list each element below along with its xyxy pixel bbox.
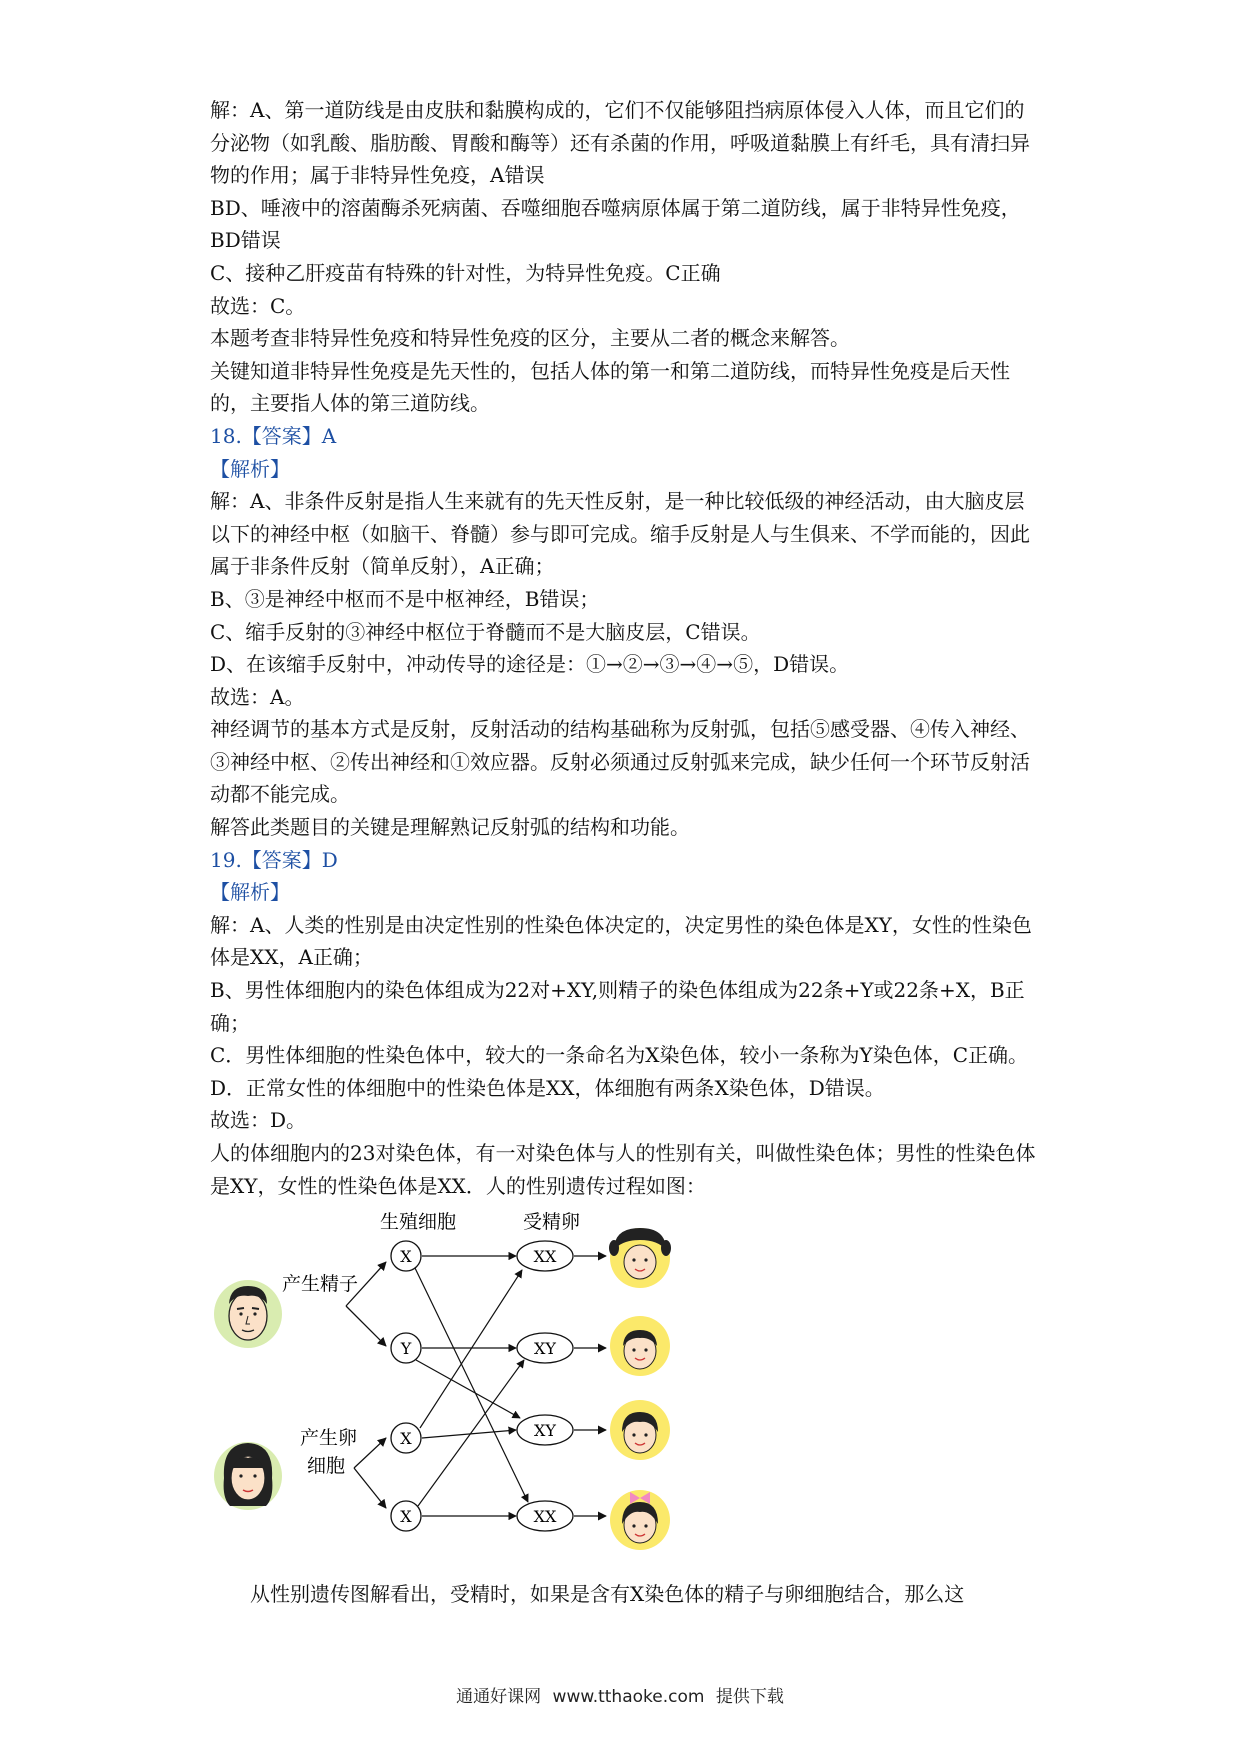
- question-19: [210, 844, 1040, 1203]
- male-label: 产生精子: [282, 1273, 359, 1296]
- paragraph: 故选：D。: [210, 1108, 307, 1133]
- parent-arrows: [346, 1262, 386, 1508]
- paragraph: 人的体细胞内的23对染色体，有一对染色体与人的性别有关，叫做性染色体；男性的性染色体是XY，女性的性染色体是XX．人的性别遗传过程如图：: [210, 1141, 1036, 1198]
- paragraph: 本题考查非特异性免疫和特异性免疫的区分，主要从二者的概念来解答。: [210, 326, 850, 351]
- analysis-heading: 【解析】: [210, 880, 290, 905]
- boy-face-icon: [610, 1400, 670, 1460]
- germ-cell-header: 生殖细胞: [380, 1211, 457, 1234]
- paragraph: C、接种乙肝疫苗有特殊的针对性，为特异性免疫。C正确: [210, 260, 721, 285]
- svg-text:XY: XY: [534, 1339, 556, 1359]
- svg-text:X: X: [400, 1507, 412, 1527]
- sperm-y: [391, 1333, 421, 1363]
- zygote-xx-1: [517, 1241, 573, 1271]
- paragraph: 解：A、人类的性别是由决定性别的性染色体决定的，决定男性的染色体是XY，女性的性染色体是XX，A正确；: [210, 912, 1032, 970]
- paragraph: 解：A、第一道防线是由皮肤和黏膜构成的，它们不仅能够阻挡病原体侵入人体，而且它们的分泌物（如乳酸、脂肪酸、胃酸和酶等）还有杀菌的作用，呼吸道黏膜上有纤毛，具有清扫异物的作用；属于非特异性免疫，A错误: [210, 98, 1030, 188]
- sex-inheritance-diagram: [210, 1206, 750, 1576]
- zygote-xx-2: [517, 1501, 573, 1531]
- mother-face-icon: [214, 1442, 282, 1510]
- svg-text:Y: Y: [400, 1339, 412, 1359]
- document-page: [210, 94, 1040, 1611]
- father-face-icon: [214, 1280, 282, 1348]
- fertilization-arrows: [415, 1256, 528, 1516]
- paragraph: 解：A、非条件反射是指人生来就有的先天性反射，是一种比较低级的神经活动，由大脑皮层以下的神经中枢（如脑干、脊髓）参与即可完成。缩手反射是人与生俱来、不学而能的，因此属于非条件反射（简单反射），A正确；: [210, 489, 1030, 579]
- paragraph: C．男性体细胞的性染色体中，较大的一条命名为X染色体，较小一条称为Y染色体，C正确。: [210, 1043, 1029, 1068]
- child-arrows: [574, 1256, 606, 1516]
- boy-face-icon: [610, 1316, 670, 1376]
- paragraph: 故选：C。: [210, 293, 306, 318]
- footer-url: www.tthaoke.com: [552, 1687, 705, 1707]
- female-label-line1: 产生卵: [300, 1427, 358, 1450]
- paragraph: B、男性体细胞内的染色体组成为22对+XY,则精子的染色体组成为22条+Y或22条+X，B正确；: [210, 978, 1025, 1035]
- egg-x-2: [391, 1501, 421, 1531]
- girl-with-bow-face-icon: [610, 1490, 670, 1550]
- paragraph: C、缩手反射的③神经中枢位于脊髓而不是大脑皮层，C错误。: [210, 619, 761, 644]
- svg-text:XX: XX: [533, 1247, 557, 1267]
- girl-face-icon: [609, 1228, 671, 1288]
- sperm-x: [391, 1241, 421, 1271]
- footer-note: 提供下载: [715, 1687, 784, 1707]
- question-18: [210, 420, 1040, 844]
- zygote-xy-2: [517, 1415, 573, 1445]
- svg-text:XY: XY: [534, 1421, 556, 1441]
- answer-heading: 19.【答案】D: [210, 847, 338, 872]
- footer-site-name: 通通好课网: [456, 1687, 542, 1707]
- paragraph: 神经调节的基本方式是反射，反射活动的结构基础称为反射弧，包括⑤感受器、④传入神经、③神经中枢、②传出神经和①效应器。反射必须通过反射弧来完成，缺少任何一个环节反射活动都不能完成。: [210, 717, 1030, 807]
- answer-heading: 18.【答案】A: [210, 423, 337, 448]
- analysis-heading: 【解析】: [210, 456, 290, 481]
- paragraph: BD、唾液中的溶菌酶杀死病菌、吞噬细胞吞噬病原体属于第二道防线，属于非特异性免疫，BD错误: [210, 195, 1021, 253]
- paragraph: 解答此类题目的关键是理解熟记反射弧的结构和功能。: [210, 815, 690, 840]
- closing-paragraph: 从性别遗传图解看出，受精时，如果是含有X染色体的精子与卵细胞结合，那么这: [250, 1582, 965, 1607]
- paragraph: B、③是神经中枢而不是中枢神经，B错误；: [210, 586, 600, 611]
- zygote-header: 受精卵: [523, 1211, 581, 1234]
- zygote-xy-1: [517, 1333, 573, 1363]
- page-footer: [0, 1682, 1240, 1707]
- svg-text:X: X: [400, 1429, 412, 1449]
- paragraph: 故选：A。: [210, 684, 305, 709]
- top-section: [210, 94, 1040, 420]
- paragraph: D、在该缩手反射中，冲动传导的途径是：①→②→③→④→⑤，D错误。: [210, 652, 850, 677]
- paragraph: D．正常女性的体细胞中的性染色体是XX，体细胞有两条X染色体，D错误。: [210, 1075, 885, 1100]
- paragraph: 关键知道非特异性免疫是先天性的，包括人体的第一和第二道防线，而特异性免疫是后天性的，主要指人体的第三道防线。: [210, 358, 1010, 416]
- egg-x-1: [391, 1423, 421, 1453]
- female-label-line2: 细胞: [307, 1455, 346, 1478]
- svg-text:XX: XX: [533, 1507, 557, 1527]
- svg-text:X: X: [400, 1247, 412, 1267]
